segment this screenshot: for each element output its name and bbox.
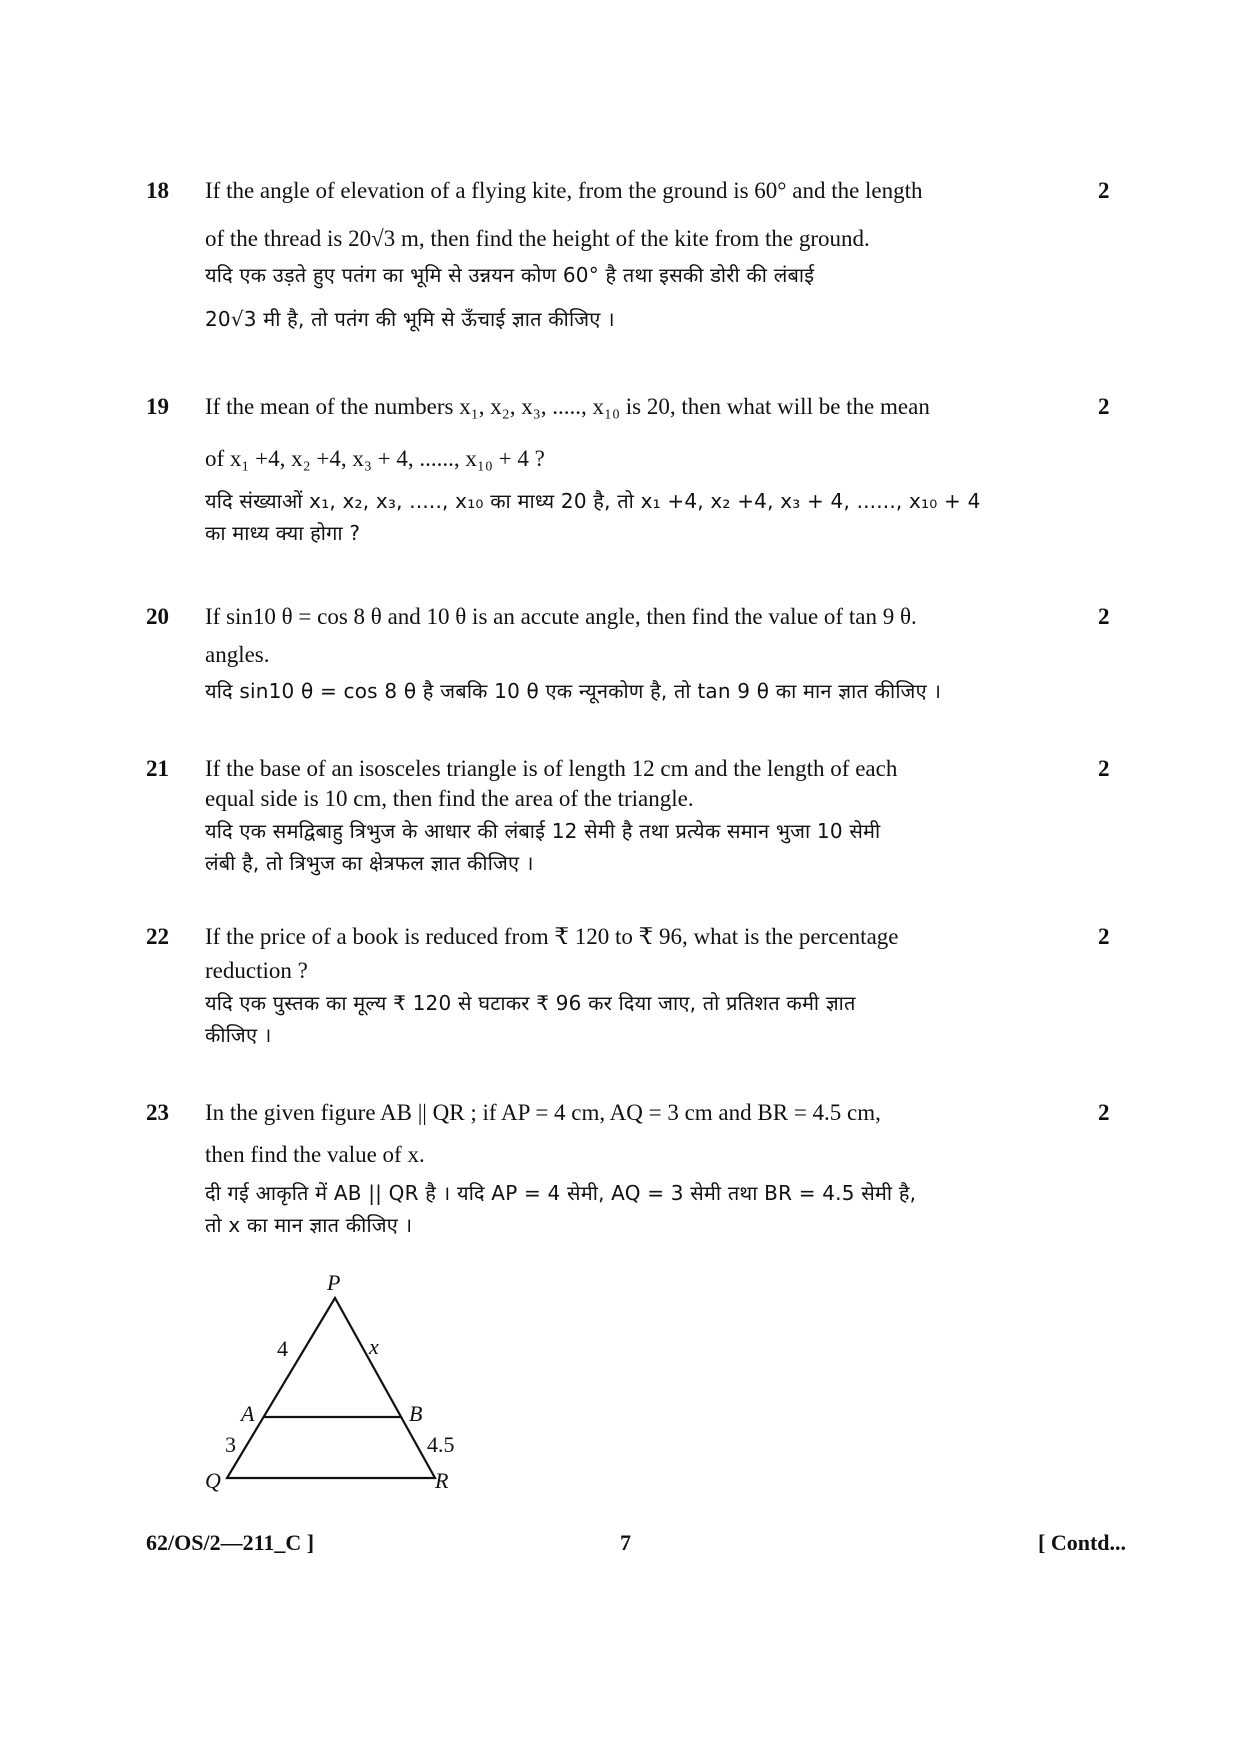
question-number: 21 bbox=[146, 756, 169, 781]
page-number: 7 bbox=[620, 1530, 631, 1555]
side-label-br: 4.5 bbox=[427, 1432, 455, 1457]
question-line-hi: यदि sin10 θ = cos 8 θ है जबकि 10 θ एक न्यूनकोण है, तो tan 9 θ का मान ज्ञात कीजिए । bbox=[205, 679, 942, 703]
question-text bbox=[205, 1098, 1085, 1240]
triangle-pqr bbox=[227, 1298, 435, 1478]
question-line-hi: यदि एक उड़ते हुए पतंग का भूमि से उन्नयन कोण 60° है तथा इसकी डोरी की लंबाई bbox=[205, 263, 815, 287]
side-label-aq: 3 bbox=[225, 1432, 236, 1457]
question-number: 22 bbox=[146, 924, 169, 949]
vertex-label-b: B bbox=[409, 1401, 423, 1426]
question-number: 23 bbox=[146, 1100, 169, 1125]
question-line-en: angles. bbox=[205, 642, 270, 667]
side-label-ap: 4 bbox=[277, 1336, 288, 1361]
question-line-en: If the angle of elevation of a flying kite, from the ground is 60° and the length bbox=[205, 178, 923, 203]
question-marks: 2 bbox=[1098, 924, 1110, 949]
question-line-en: If the price of a book is reduced from ₹ 120 to ₹ 96, what is the percentage bbox=[205, 924, 899, 949]
question-marks: 2 bbox=[1098, 394, 1110, 419]
question-marks: 2 bbox=[1098, 1100, 1110, 1125]
continued-note: [ Contd... bbox=[1038, 1530, 1127, 1555]
question-text bbox=[205, 392, 1085, 548]
question-line-hi: लंबी है, तो त्रिभुज का क्षेत्रफल ज्ञात कीजिए । bbox=[205, 851, 534, 875]
question-line-en: equal side is 10 cm, then find the area of the triangle. bbox=[205, 786, 694, 811]
question-line-hi: का माध्य क्या होगा ? bbox=[205, 521, 361, 545]
triangle-figure bbox=[195, 1268, 475, 1508]
vertex-label-a: A bbox=[241, 1401, 255, 1426]
paper-code: 62/OS/2—211_C ] bbox=[146, 1530, 315, 1555]
side-label-pb: x bbox=[369, 1334, 379, 1359]
question-line-en: of x₁ +4, x₂ +4, x₃ + 4, ......, x₁₀ + 4 ? bbox=[205, 446, 545, 471]
vertex-label-q: Q bbox=[205, 1468, 221, 1493]
vertex-label-r: R bbox=[435, 1468, 449, 1493]
question-line-hi: यदि एक पुस्तक का मूल्य ₹ 120 से घटाकर ₹ 96 कर दिया जाए, तो प्रतिशत कमी ज्ञात bbox=[205, 991, 856, 1015]
question-line-en: of the thread is 20√3 m, then find the height of the kite from the ground. bbox=[205, 226, 870, 251]
question-line-en: reduction ? bbox=[205, 958, 308, 983]
question-text bbox=[205, 754, 1085, 878]
question-line-hi: 20√3 मी है, तो पतंग की भूमि से ऊँचाई ज्ञात कीजिए । bbox=[205, 307, 615, 331]
question-number: 20 bbox=[146, 604, 169, 629]
question-text bbox=[205, 602, 1085, 706]
question-line-hi: दी गई आकृति में AB || QR है । यदि AP = 4 सेमी, AQ = 3 सेमी तथा BR = 4.5 सेमी है, bbox=[205, 1181, 917, 1205]
question-line-hi: यदि एक समद्विबाहु त्रिभुज के आधार की लंबाई 12 सेमी है तथा प्रत्येक समान भुजा 10 सेमी bbox=[205, 819, 881, 843]
question-line-en: If the base of an isosceles triangle is of length 12 cm and the length of each bbox=[205, 756, 898, 781]
question-marks: 2 bbox=[1098, 178, 1110, 203]
vertex-label-p: P bbox=[327, 1270, 341, 1295]
question-line-hi: तो x का मान ज्ञात कीजिए । bbox=[205, 1213, 413, 1237]
question-line-en: In the given figure AB || QR ; if AP = 4 cm, AQ = 3 cm and BR = 4.5 cm, bbox=[205, 1100, 881, 1125]
question-text bbox=[205, 922, 1085, 1050]
question-marks: 2 bbox=[1098, 756, 1110, 781]
question-line-en: then find the value of x. bbox=[205, 1142, 425, 1167]
question-marks: 2 bbox=[1098, 604, 1110, 629]
question-line-en: If the mean of the numbers x₁, x₂, x₃, ....., x₁₀ is 20, then what will be the mean bbox=[205, 394, 930, 419]
question-number: 19 bbox=[146, 394, 169, 419]
question-line-hi: कीजिए । bbox=[205, 1023, 272, 1047]
question-line-hi: यदि संख्याओं x₁, x₂, x₃, ....., x₁₀ का माध्य 20 है, तो x₁ +4, x₂ +4, x₃ + 4, ......, x₁₀ + 4 bbox=[205, 489, 981, 513]
question-text bbox=[205, 176, 1085, 334]
question-number: 18 bbox=[146, 178, 169, 203]
question-line-en: If sin10 θ = cos 8 θ and 10 θ is an accute angle, then find the value of tan 9 θ. bbox=[205, 604, 917, 629]
